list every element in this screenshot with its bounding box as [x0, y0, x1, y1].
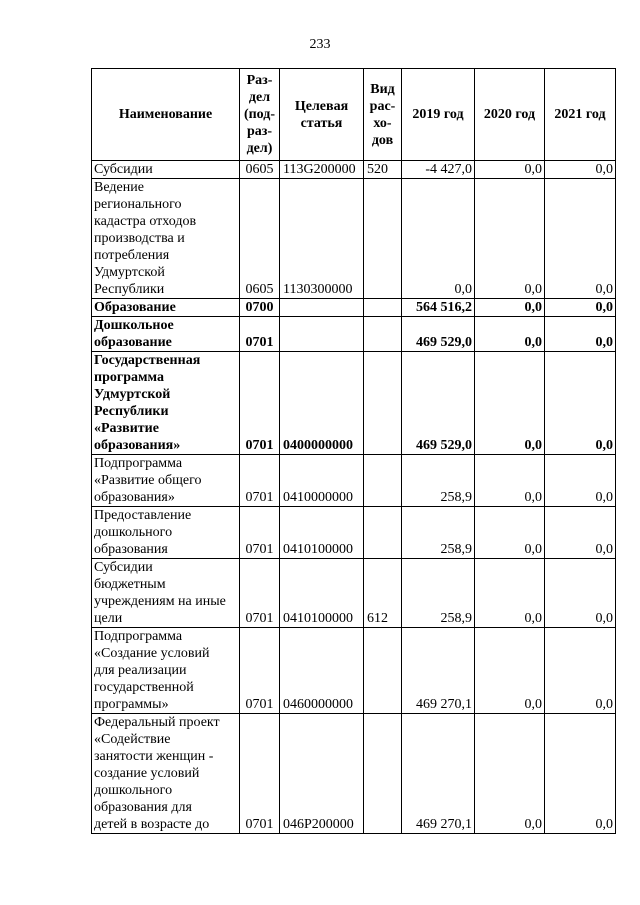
table-row	[92, 299, 616, 317]
row-target	[280, 317, 364, 352]
row-2020: 0,0	[475, 455, 545, 507]
row-section: 0701	[240, 317, 280, 352]
row-target: 0410100000	[280, 559, 364, 628]
row-name: Субсидии бюджетным учреждениям на иные цели	[92, 559, 240, 628]
row-2021: 0,0	[545, 559, 616, 628]
row-2021: 0,0	[545, 455, 616, 507]
row-target: 0400000000	[280, 352, 364, 455]
header-2021: 2021 год	[545, 69, 616, 161]
table-row	[92, 559, 616, 628]
header-target: Целевая статья	[280, 69, 364, 161]
table-row	[92, 352, 616, 455]
table-row	[92, 628, 616, 714]
row-section: 0701	[240, 628, 280, 714]
row-target	[280, 299, 364, 317]
table-row	[92, 161, 616, 179]
row-name: Федеральный проект «Содействие занятости женщин - создание условий дошкольного образования для детей в возрасте до	[92, 714, 240, 834]
row-expense	[364, 179, 402, 299]
row-name: Субсидии	[92, 161, 240, 179]
row-name: Государственная программа Удмуртской Республики «Развитие образования»	[92, 352, 240, 455]
row-2021: 0,0	[545, 714, 616, 834]
budget-table	[91, 68, 616, 834]
row-expense: 520	[364, 161, 402, 179]
row-name: Подпрограмма «Создание условий для реализации государственной программы»	[92, 628, 240, 714]
row-target: 046P200000	[280, 714, 364, 834]
row-expense	[364, 317, 402, 352]
row-2021: 0,0	[545, 161, 616, 179]
row-expense	[364, 507, 402, 559]
row-2019: 258,9	[402, 559, 475, 628]
page-number: 233	[309, 37, 331, 52]
table-row	[92, 714, 616, 834]
row-name: Подпрограмма «Развитие общего образования»	[92, 455, 240, 507]
row-target: 0410000000	[280, 455, 364, 507]
row-2021: 0,0	[545, 507, 616, 559]
row-2020: 0,0	[475, 352, 545, 455]
row-section: 0700	[240, 299, 280, 317]
row-target: 113G200000	[280, 161, 364, 179]
row-2021: 0,0	[545, 352, 616, 455]
row-section: 0701	[240, 507, 280, 559]
row-target: 1130300000	[280, 179, 364, 299]
row-2019: 258,9	[402, 507, 475, 559]
row-2019: 469 529,0	[402, 352, 475, 455]
row-name: Предоставление дошкольного образования	[92, 507, 240, 559]
row-section: 0701	[240, 714, 280, 834]
row-section: 0701	[240, 352, 280, 455]
row-2019: 469 270,1	[402, 628, 475, 714]
row-expense	[364, 714, 402, 834]
row-2021: 0,0	[545, 628, 616, 714]
row-name: Ведение регионального кадастра отходов производства и потребления Удмуртской Республики	[92, 179, 240, 299]
row-expense	[364, 455, 402, 507]
row-2020: 0,0	[475, 161, 545, 179]
row-target: 0410100000	[280, 507, 364, 559]
row-expense	[364, 352, 402, 455]
table-header-row	[92, 69, 616, 161]
row-expense	[364, 628, 402, 714]
row-2020: 0,0	[475, 299, 545, 317]
row-2019: 469 529,0	[402, 317, 475, 352]
row-2021: 0,0	[545, 299, 616, 317]
header-2020: 2020 год	[475, 69, 545, 161]
row-section: 0701	[240, 559, 280, 628]
row-2020: 0,0	[475, 628, 545, 714]
row-name: Образование	[92, 299, 240, 317]
row-target: 0460000000	[280, 628, 364, 714]
row-2019: 0,0	[402, 179, 475, 299]
header-section: Раз- дел (под- раз- дел)	[240, 69, 280, 161]
row-name: Дошкольное образование	[92, 317, 240, 352]
row-section: 0605	[240, 161, 280, 179]
row-section: 0605	[240, 179, 280, 299]
row-2019: 564 516,2	[402, 299, 475, 317]
row-expense: 612	[364, 559, 402, 628]
table-body	[92, 161, 616, 834]
row-2020: 0,0	[475, 317, 545, 352]
table-row	[92, 507, 616, 559]
table-row	[92, 317, 616, 352]
row-2019: 258,9	[402, 455, 475, 507]
row-2019: -4 427,0	[402, 161, 475, 179]
row-2021: 0,0	[545, 317, 616, 352]
row-2020: 0,0	[475, 714, 545, 834]
row-2021: 0,0	[545, 179, 616, 299]
table-row	[92, 455, 616, 507]
table-row	[92, 179, 616, 299]
row-2019: 469 270,1	[402, 714, 475, 834]
header-expense: Вид рас- хо- дов	[364, 69, 402, 161]
row-2020: 0,0	[475, 179, 545, 299]
row-2020: 0,0	[475, 559, 545, 628]
row-expense	[364, 299, 402, 317]
header-2019: 2019 год	[402, 69, 475, 161]
row-2020: 0,0	[475, 507, 545, 559]
header-name: Наименование	[92, 69, 240, 161]
row-section: 0701	[240, 455, 280, 507]
